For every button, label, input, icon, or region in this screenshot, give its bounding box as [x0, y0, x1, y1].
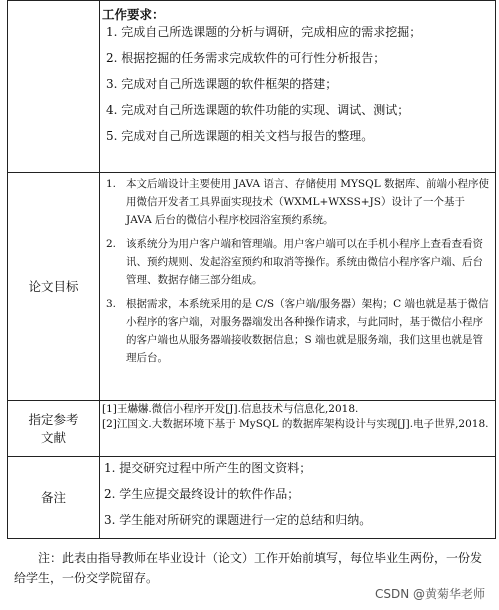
requirements-label-cell — [8, 1, 100, 173]
note-item: 3. 学生能对所研究的课题进行一定的总结和归纳。 — [104, 513, 372, 527]
references-row — [8, 401, 496, 457]
references-cell — [100, 401, 496, 457]
csdn-watermark: CSDN @黄菊华老师 — [374, 587, 485, 601]
objective-number: 2. — [106, 238, 117, 250]
requirement-item: 4. 完成对自己所选课题的软件功能的实现、调试、测试； — [106, 103, 410, 117]
reference-item: [1]王爀爀.微信小程序开发[J].信息技术与信息化,2018. — [102, 403, 359, 415]
objectives-list — [100, 173, 495, 367]
notes-cell — [100, 457, 496, 539]
objectives-label: 论文目标 — [28, 278, 79, 294]
requirement-item: 2. 根据挖掘的任务需求完成软件的可行性分析报告； — [106, 51, 386, 65]
reference-item: [2]江国文.大数据环境下基于 MySQL 的数据库架构设计与实现[J].电子世界,2018. — [102, 418, 489, 430]
requirement-item: 5. 完成对自己所选课题的相关文档与报告的整理。 — [106, 129, 374, 143]
requirement-item: 3. 完成对自己所选课题的软件框架的搭建； — [106, 77, 338, 91]
notes-label-cell — [8, 457, 100, 539]
requirement-item: 1. 完成自己所选课题的分析与调研，完成相应的需求挖掘； — [106, 25, 422, 39]
notes-row — [8, 457, 496, 539]
footnote: 注：此表由指导教师在毕业设计（论文）工作开始前填写，每位毕业生两份，一份发给学生，一份交学院留存。 — [14, 551, 483, 585]
objectives-row — [8, 173, 496, 401]
notes-label: 备注 — [40, 489, 66, 505]
references-label-line2: 文献 — [40, 429, 66, 445]
objective-text: 本文后端设计主要使用 JAVA 语言、存储使用 MYSQL 数据库、前端小程序使用微信开发者工具界面实现技术（WXML+WXSS+JS）设计了一个基于 JAVA 后台的微信小程序校园浴室预约系统。 — [126, 178, 490, 226]
objectives-cell — [100, 173, 496, 401]
requirements-row — [8, 1, 496, 173]
references-label-line1: 指定参考 — [28, 411, 79, 427]
requirements-cell — [100, 1, 496, 173]
objective-number: 3. — [106, 298, 117, 310]
note-item: 2. 学生应提交最终设计的软件作品； — [104, 487, 300, 501]
objective-item — [106, 175, 491, 229]
objective-number: 1. — [106, 178, 117, 190]
objectives-label-cell — [8, 173, 100, 401]
objective-item — [106, 295, 491, 367]
objective-text: 根据需求，本系统采用的是 C/S（客户端/服务器）架构；C 端也就是基于微信小程序的客户端，对服务器端发出各种操作请求，与此同时，基于微信小程序的客户端也从服务器端接收数据信息；S 端也就是服务端，我们这里也就是管理后台。 — [126, 298, 489, 364]
references-label-cell — [8, 401, 100, 457]
note-item: 1. 提交研究过程中所产生的图文资料； — [104, 461, 312, 475]
objective-item — [106, 235, 491, 289]
requirements-title: 工作要求： — [102, 7, 165, 22]
objective-text: 该系统分为用户客户端和管理端。用户客户端可以在手机小程序上查看查看资讯、预约规则、发起浴室预约和取消等操作。系统由微信小程序客户端、后台管理、数据存储三部分组成。 — [126, 238, 483, 286]
task-table — [7, 0, 496, 539]
